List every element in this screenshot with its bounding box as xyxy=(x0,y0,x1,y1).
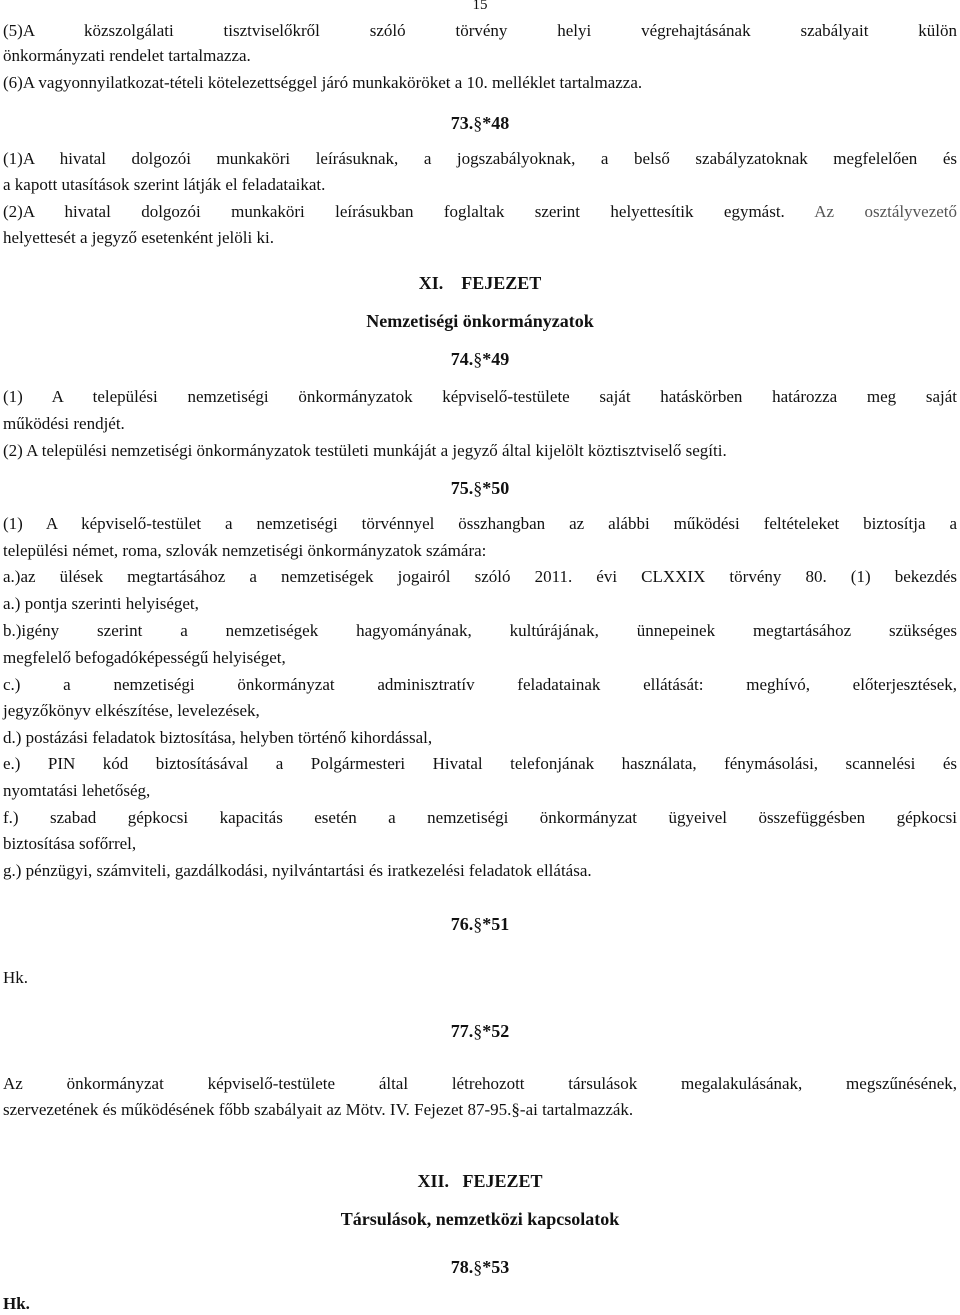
footnote-ref: *50 xyxy=(482,478,510,498)
s75-line5: b.)igény szerint a nemzetiségek hagyományának, kultúrájának, ünnepeinek megtartásához szükséges xyxy=(3,621,957,640)
section-sign: § xyxy=(473,1021,483,1041)
s75-line2: települési német, roma, szlovák nemzetiségi önkormányzatok számára: xyxy=(3,541,487,560)
paragraph-6: (6)A vagyonnyilatkozat-tételi kötelezettséggel járó munkaköröket a 10. melléklet tartalmazza. xyxy=(3,73,643,92)
s77-line2-tail: -ai tartalmazzák. xyxy=(519,1100,634,1119)
s73-p1-line2: a kapott utasítások szerint látják el feladataikat. xyxy=(3,175,326,194)
section-number: 73. xyxy=(450,113,474,133)
s75-line12: f.) szabad gépkocsi kapacitás esetén a nemzetiségi önkormányzat ügyeivel összefüggésben gépkocsi xyxy=(3,808,957,827)
section-73-heading xyxy=(0,112,960,134)
section-sign: § xyxy=(473,1257,483,1277)
chapter-xi-title: Nemzetiségi önkormányzatok xyxy=(366,311,594,331)
s74-p2: (2) A települési nemzetiségi önkormányzatok testületi munkáját a jegyző által kijelölt köztisztviselő segíti. xyxy=(3,441,727,460)
section-sign: § xyxy=(473,113,483,133)
section-77-heading xyxy=(0,1020,960,1042)
s73-p2-main: (2)A hivatal dolgozói munkaköri leírásukban foglaltak szerint helyettesítik egymást. xyxy=(3,202,785,221)
footnote-ref: *48 xyxy=(482,113,510,133)
page-number: 15 xyxy=(472,0,488,13)
s75-line11: nyomtatási lehetőség, xyxy=(3,781,151,800)
s73-p2-line2: helyettesét a jegyző esetenként jelöli ki. xyxy=(3,228,274,247)
s73-p1-line1: (1)A hivatal dolgozói munkaköri leírásuknak, a jogszabályoknak, a belső szabályzatoknak megfelelően és xyxy=(3,149,957,168)
chapter-number: XII. xyxy=(417,1171,449,1191)
s77-line2-main: szervezetének és működésének főbb szabályait az Mötv. IV. Fejezet 87-95. xyxy=(3,1100,512,1119)
s75-line9: d.) postázási feladatok biztosítása, helyben történő kihordással, xyxy=(3,728,433,747)
section-sign: § xyxy=(473,478,483,498)
s77-line1: Az önkormányzat képviselő-testülete által létrehozott társulások megalakulásának, megszűnésének, xyxy=(3,1074,957,1093)
s75-line8: jegyzőkönyv elkészítése, levelezések, xyxy=(3,701,260,720)
chapter-number: XI. xyxy=(418,273,444,293)
section-sign: § xyxy=(511,1100,520,1119)
s73-p2-line1 xyxy=(3,201,957,223)
chapter-xii-heading xyxy=(0,1170,960,1192)
s75-line1: (1) A képviselő-testület a nemzetiségi törvénnyel összhangban az alábbi működési feltételeket biztosítja a xyxy=(3,514,957,533)
section-sign: § xyxy=(473,914,483,934)
footnote-ref: *52 xyxy=(482,1021,510,1041)
s75-line6: megfelelő befogadóképességű helyiséget, xyxy=(3,648,286,667)
section-number: 76. xyxy=(450,914,474,934)
s75-line13: biztosítása sofőrrel, xyxy=(3,834,137,853)
chapter-word: FEJEZET xyxy=(461,273,542,293)
section-number: 75. xyxy=(450,478,474,498)
section-number: 78. xyxy=(450,1257,474,1277)
s76-body: Hk. xyxy=(3,968,29,987)
paragraph-5-line2: önkormányzati rendelet tartalmazza. xyxy=(3,46,251,65)
chapter-xii-title: Társulások, nemzetközi kapcsolatok xyxy=(340,1209,620,1229)
section-74-heading xyxy=(0,348,960,370)
s75-line7: c.) a nemzetiségi önkormányzat adminisztratív feladatainak ellátását: meghívó, előterjesztések, xyxy=(3,675,957,694)
s75-line3: a.)az ülések megtartásához a nemzetiségek jogairól szóló 2011. évi CLXXIX törvény 80. (1) bekezdés xyxy=(3,567,957,586)
s74-p1-line2: működési rendjét. xyxy=(3,414,125,433)
s73-p2-gray: Az osztályvezető xyxy=(814,202,958,221)
footnote-ref: *53 xyxy=(482,1257,510,1277)
section-number: 74. xyxy=(450,349,474,369)
s75-line10: e.) PIN kód biztosításával a Polgármesteri Hivatal telefonjának használata, fénymásolási, scannelési és xyxy=(3,754,957,773)
footnote-ref: *49 xyxy=(482,349,510,369)
section-number: 77. xyxy=(450,1021,474,1041)
chapter-xi-heading xyxy=(0,272,960,294)
s77-line2 xyxy=(3,1099,957,1121)
s75-line14: g.) pénzügyi, számviteli, gazdálkodási, nyilvántartási és iratkezelési feladatok ellátása. xyxy=(3,861,592,880)
paragraph-5-line1: (5)A közszolgálati tisztviselőkről szóló törvény helyi végrehajtásának szabályait külön xyxy=(3,21,957,40)
section-78-heading xyxy=(0,1256,960,1278)
footnote-ref: *51 xyxy=(482,914,510,934)
s78-body: Hk. xyxy=(3,1294,30,1313)
s74-p1-line1: (1) A települési nemzetiségi önkormányzatok képviselő-testülete saját hatáskörben határozza meg saját xyxy=(3,387,957,406)
s75-line4: a.) pontja szerinti helyiséget, xyxy=(3,594,199,613)
section-sign: § xyxy=(473,349,483,369)
section-76-heading xyxy=(0,913,960,935)
section-75-heading xyxy=(0,477,960,499)
chapter-word: FEJEZET xyxy=(462,1171,543,1191)
